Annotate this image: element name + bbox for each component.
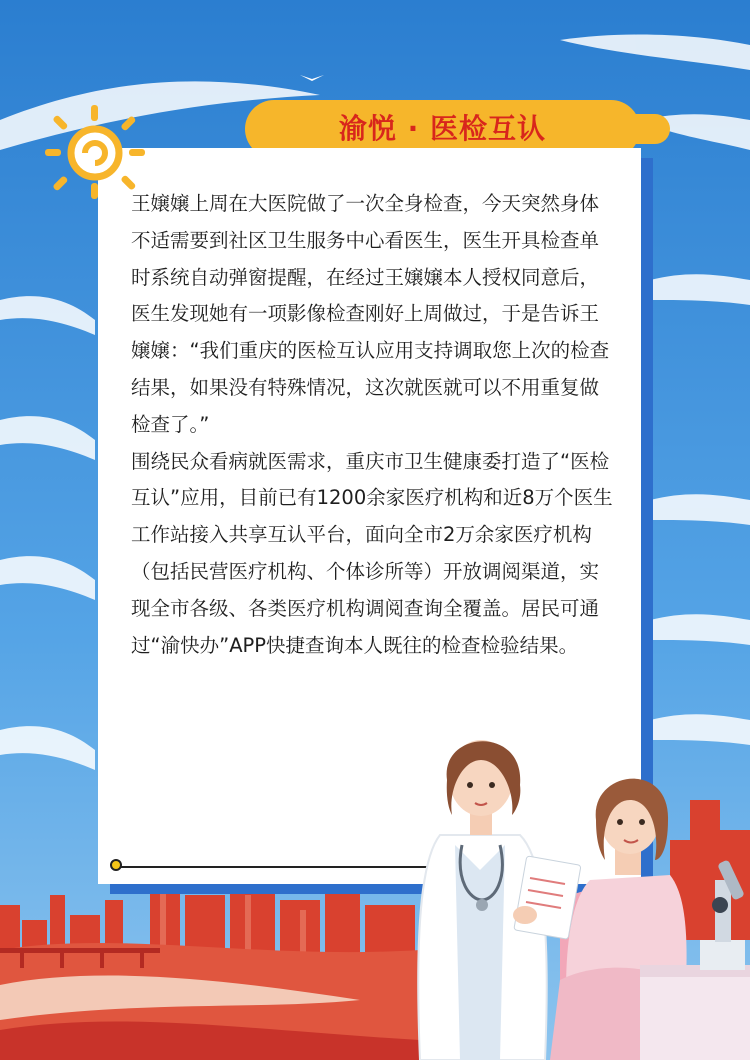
- page-title: 渝悦 · 医检互认: [338, 112, 547, 145]
- title-banner: [245, 100, 640, 158]
- paragraph: 围绕民众看病就医需求，重庆市卫生健康委打造了“医检互认”应用，目前已有1200余家医疗机构和近8万个医生工作站接入共享互认平台，面向全市2万余家医疗机构（包括民营医疗机构、个体诊所等）开放调阅渠道，实现全市各级、各类医疗机构调阅查询全覆盖。居民可通过“渝快办”APP快捷查询本人既往的检查检验结果。: [131, 449, 613, 657]
- paragraph: 王嬢嬢上周在大医院做了一次全身检查，今天突然身体不适需要到社区卫生服务中心看医生，医生开具检查单时系统自动弹窗提醒，在经过王嬢嬢本人授权同意后，医生发现她有一项影像检查刚好上周做过，于是告诉王嬢嬢：“我们重庆的医检互认应用支持调取您上次的检查结果，如果没有特殊情况，这次就医就可以不用重复做检查了。”: [131, 192, 610, 436]
- microscope-icon: [700, 859, 745, 970]
- sun-icon: [45, 105, 145, 200]
